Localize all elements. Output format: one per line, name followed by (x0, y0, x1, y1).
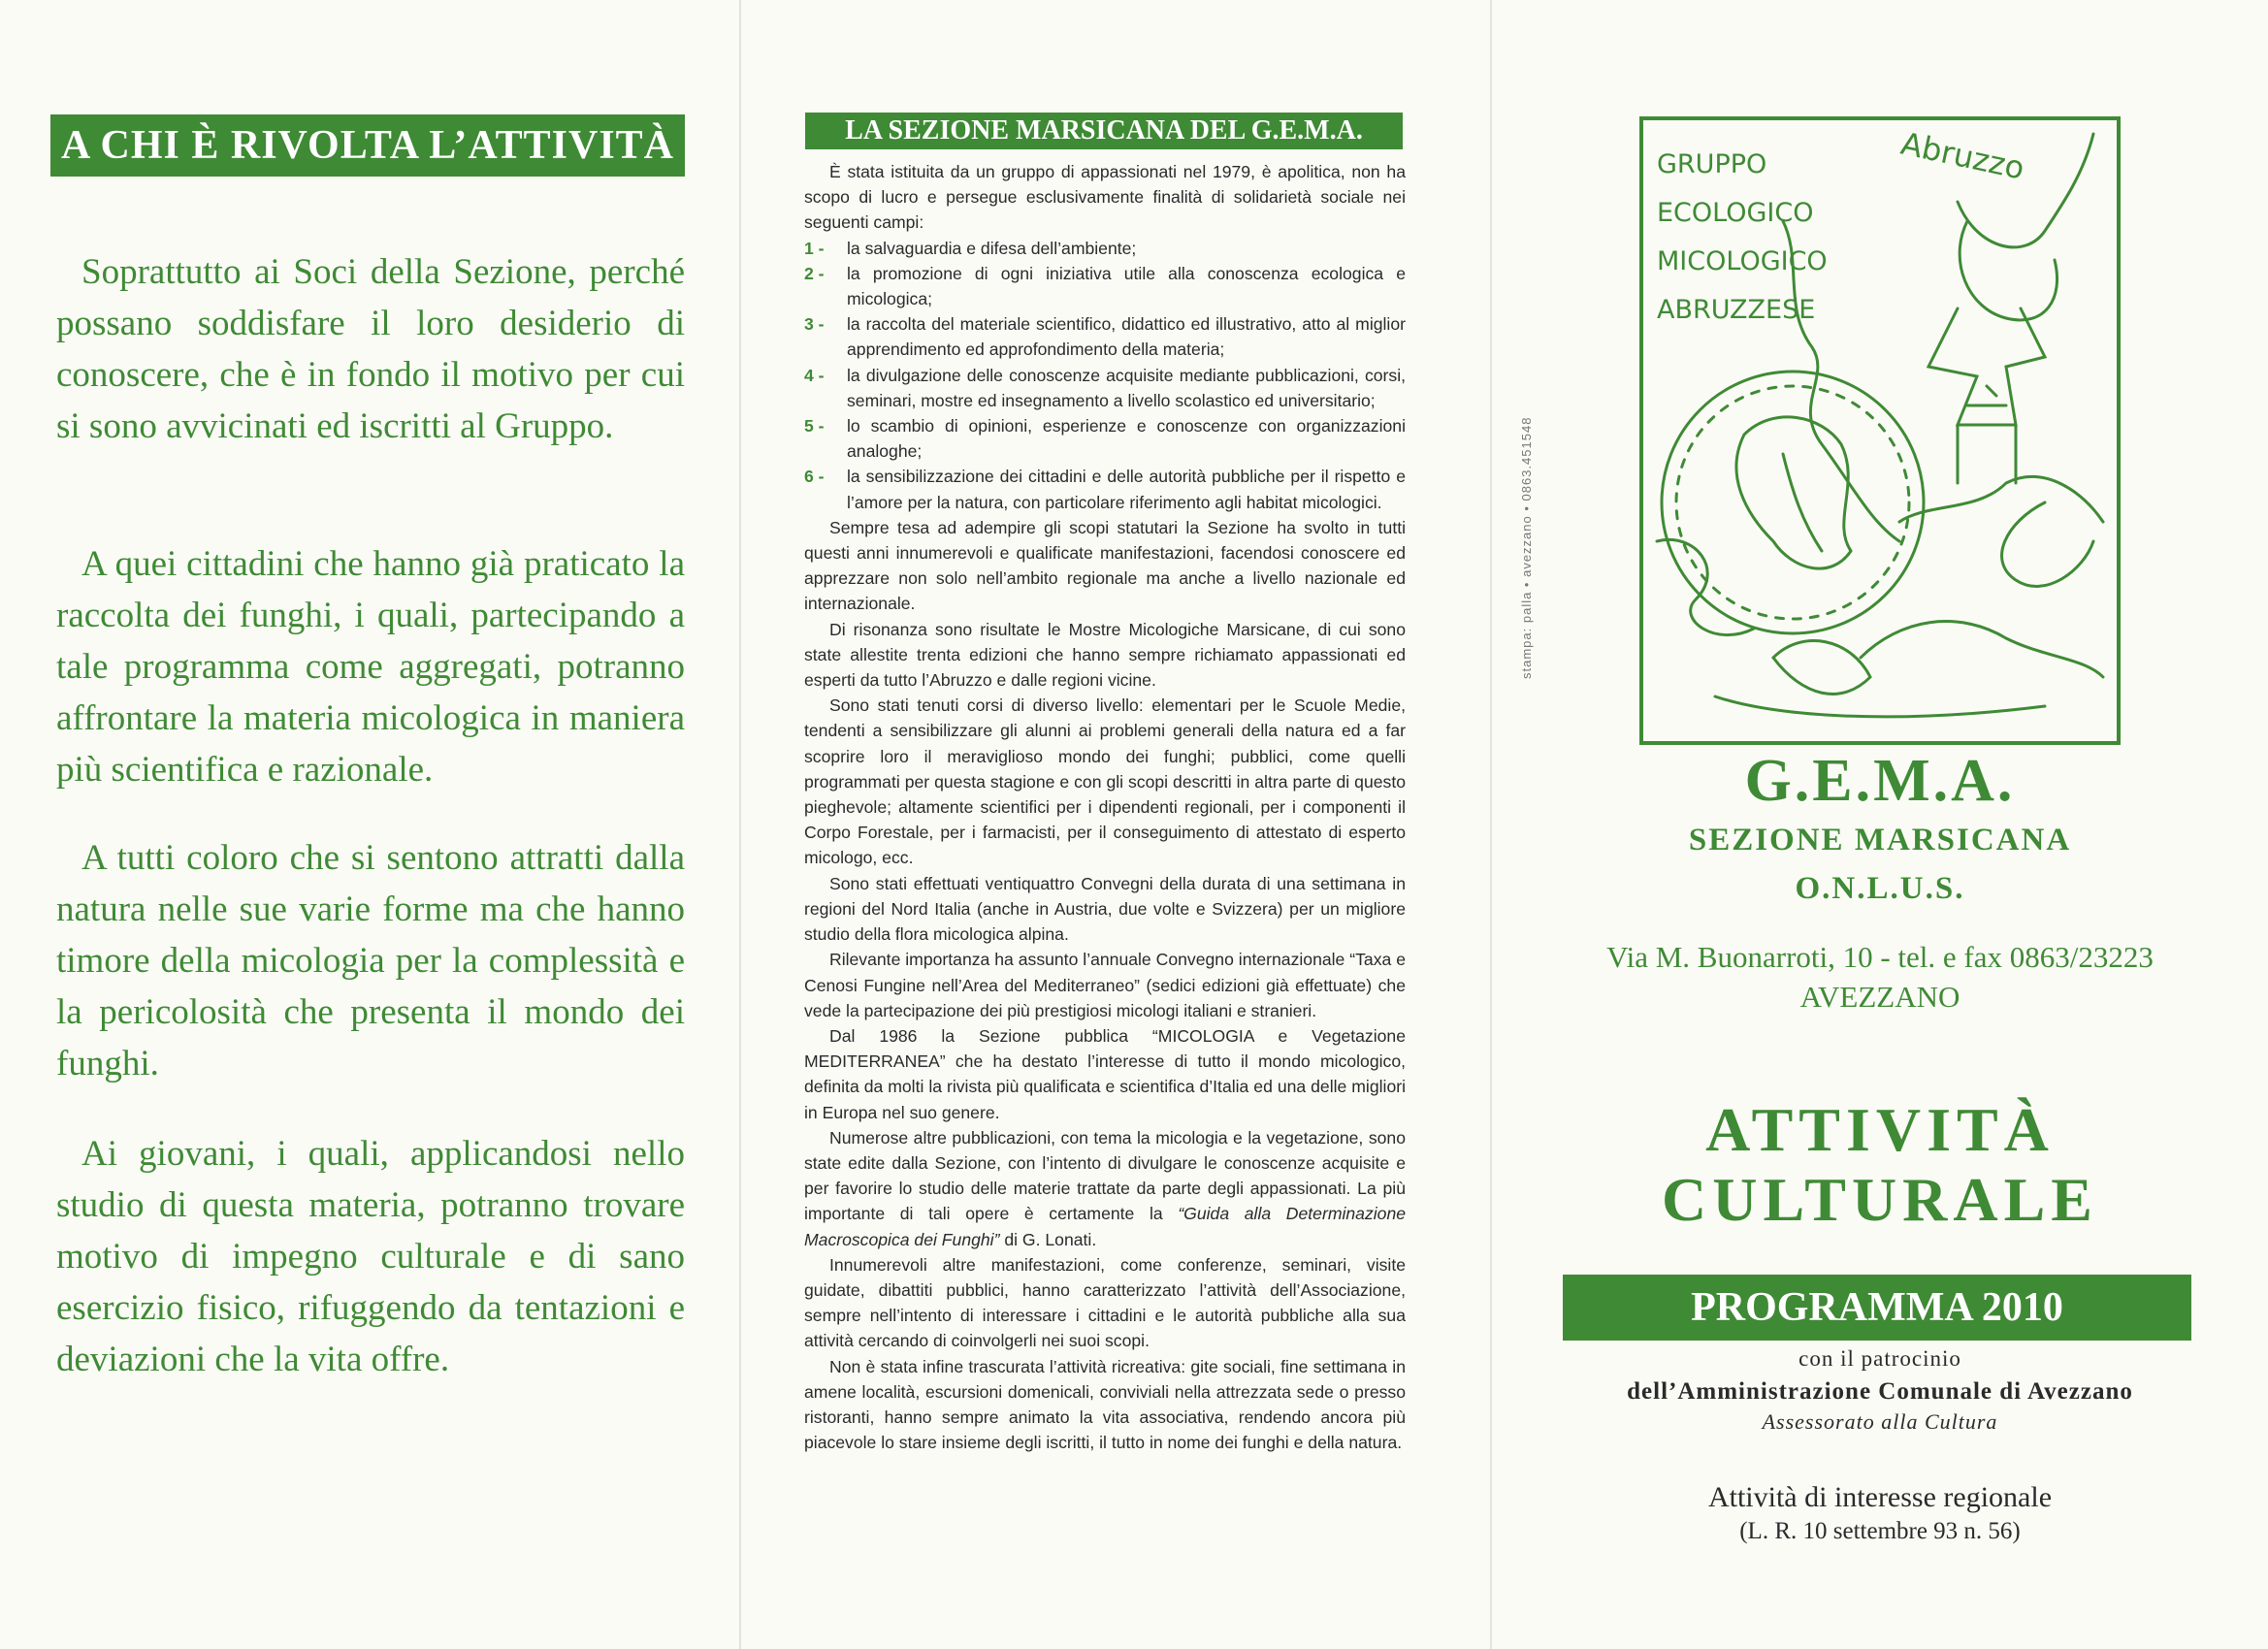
audience-paragraph-collectors: A quei cittadini che hanno già praticato la raccolta dei funghi, i quali, partecipando a tale programma come aggregati, potranno affrontare la materia micologica in maniera più scientifica e razionale. (56, 544, 685, 790)
regional-interest: Attività di interesse regionale (1707, 1481, 2053, 1513)
section-body (804, 159, 1406, 1455)
panel-audience (0, 0, 737, 1649)
publications-author: di G. Lonati. (999, 1229, 1097, 1249)
aim-item (804, 413, 1406, 464)
logo-line: ECOLOGICO (1657, 198, 1814, 228)
section-paragraph: Innumerevoli altre manifestazioni, come conferenze, seminari, visite guidate, dibattiti pubblici, hanno caratterizzato l’attività dell’Associazione, sempre nell’intento di interessare i cittadini e le autorità pubbliche alla sua attività cercando di coinvolgerli nei suoi scopi. (804, 1254, 1406, 1351)
aim-text: la divulgazione delle conoscenze acquisite mediante pubblicazioni, corsi, seminari, mostre ed insegnamento a livello scolastico ed universitario; (847, 365, 1406, 410)
patron-administration: dell’Amministrazione Comunale di Avezzano (1627, 1378, 2133, 1405)
section-paragraph: Sono stati tenuti corsi di diverso livello: elementari per le Scuole Medie, tendenti a sensibilizzare gli alunni ai problemi generali della natura ed a far scoprire loro il meraviglioso mondo dei funghi; pubblici, come quelli programmati per questa stagione e con gli scopi descritti in altra parte di questo pieghevole; altamente scientifici per i dipendenti regionali, per i componenti il Corpo Forestale, per i farmacisti, per il conseguimento di attestato di esperto micologo, ecc. (804, 695, 1406, 868)
audience-paragraph-members: Soprattutto ai Soci della Sezione, perché possano soddisfare il loro desiderio di conoscere, che è in fondo il motivo per cui si sono avvicinati ed iscritti al Gruppo. (56, 252, 685, 446)
section-paragraph: Rilevante importanza ha assunto l’annuale Convegno internazionale “Taxa e Cenosi Fungine nell’Area del Mediterraneo” (sedici edizioni già effettuate) che vede la partecipazione dei più prestigiosi micologi italiani e stranieri. (804, 950, 1406, 1020)
patronage-label: con il patrocinio (1798, 1346, 1961, 1371)
onlus-label: O.N.L.U.S. (1795, 871, 1965, 906)
logo-line: MICOLOGICO (1657, 246, 1828, 276)
city: AVEZZANO (1799, 980, 1960, 1014)
aim-text: la raccolta del materiale scientifico, didattico ed illustrativo, atto al miglior apprendimento ed approfondimento della materia; (847, 314, 1406, 360)
address: Via M. Buonarroti, 10 - tel. e fax 0863/23223 (1606, 940, 2154, 974)
org-acronym: G.E.M.A. (1744, 748, 2016, 814)
panel-section-history (742, 0, 1489, 1649)
cover-title-line-2: CULTURALE (1662, 1165, 2098, 1234)
logo-line: ABRUZZESE (1657, 295, 1816, 325)
aim-number: 3 - (804, 314, 825, 335)
aim-text: la sensibilizzazione dei cittadini e delle autorità pubbliche per il rispetto e l’amore per la natura, con particolare riferimento agli habitat micologici. (847, 467, 1406, 512)
aim-text: la promozione di ogni iniziativa utile alla conoscenza ecologica e micologica; (847, 263, 1406, 309)
section-paragraph: Sempre tesa ad adempire gli scopi statutari la Sezione ha svolto in tutti questi anni innumerevoli e qualificate manifestazioni, facendosi conoscere ed apprezzare non solo nell’ambito regionale ma anche a livello nazionale ed internazionale. (804, 517, 1406, 614)
section-paragraph: Dal 1986 la Sezione pubblica “MICOLOGIA e Vegetazione MEDITERRANEA” che ha destato l’interesse di tutto il mondo micologico, definita da molti la rivista più qualificata e scientifica d’Italia ed una delle migliori in Europa nel suo genere. (804, 1025, 1406, 1122)
gema-logo (1637, 114, 2122, 747)
section-paragraph: Sono stati effettuati ventiquattro Convegni della durata di una settimana in regioni del Nord Italia (anche in Austria, due volte e Svizzera) per un migliore studio della flora micologica alpina. (804, 873, 1406, 945)
aim-number: 5 - (804, 416, 825, 436)
guide-title: “Guida alla Determinazione Macroscopica dei Funghi” (804, 1204, 1407, 1249)
aim-text: la salvaguardia e difesa dell’ambiente; (847, 238, 1137, 258)
section-paragraph-publications (804, 1125, 1406, 1252)
aim-item (804, 311, 1406, 362)
aim-number: 6 - (804, 467, 825, 487)
audience-paragraph-nature-lovers: A tutti coloro che si sentono attratti dalla natura nelle sue varie forme ma che hanno timore della micologia per la complessità e la pericolosità che presenta il mondo dei funghi. (56, 838, 685, 1083)
panel-cover (1492, 0, 2268, 1649)
aim-text: lo scambio di opinioni, esperienze e conoscenze con organizzazioni analoghe; (847, 416, 1406, 462)
audience-paragraph-young: Ai giovani, i quali, applicandosi nello studio di questa materia, potranno trovare motivo di impegno culturale e di sano esercizio fisico, rifuggendo da tentazioni e deviazioni che la vita offre. (56, 1134, 685, 1379)
section-name: SEZIONE MARSICANA (1688, 823, 2072, 857)
aim-number: 1 - (804, 238, 825, 258)
printer-credit: stampa: palla • avezzano • 0863.451548 (1519, 416, 1534, 679)
fold-line-left (739, 0, 741, 1649)
section-heading: LA SEZIONE MARSICANA DEL G.E.M.A. (805, 113, 1403, 149)
patron-department: Assessorato alla Cultura (1762, 1409, 1998, 1434)
regional-law: (L. R. 10 settembre 93 n. 56) (1739, 1518, 2021, 1544)
aim-item (804, 464, 1406, 514)
section-intro: È stata istituita da un gruppo di appassionati nel 1979, è apolitica, non ha scopo di lucro e persegue esclusivamente finalità di solidarietà sociale nei seguenti campi: (804, 162, 1406, 233)
programme-banner: PROGRAMMA 2010 (1563, 1275, 2191, 1341)
aim-number: 4 - (804, 365, 825, 385)
logo-region-label: Abruzzo (1897, 124, 2028, 187)
section-paragraph: Di risonanza sono risultate le Mostre Micologiche Marsicane, di cui sono state allestite trenta edizioni che hanno sempre richiamato appassionati ed esperti da tutto l’Abruzzo e dalle regioni vicine. (804, 619, 1406, 691)
publications-text: Numerose altre pubblicazioni, con tema la micologia e la vegetazione, sono state edite dalla Sezione, con l’intento di divulgare le conoscenze acquisite e per favorire lo studio delle materie trattate da parte degli appassionati. La più importante di tali opere è certamente la (804, 1127, 1406, 1224)
logo-line: GRUPPO (1657, 149, 1767, 179)
aim-number: 2 - (804, 263, 825, 283)
section-paragraph: Non è stata infine trascurata l’attività ricreativa: gite sociali, fine settimana in amene località, escursioni domenicali, conviviali nella attrezzata sede o presso ristoranti, hanno sempre animato la vita associativa, rendendo ancora più piacevole lo stare insieme degli iscritti, il tutto in nome dei funghi e della natura. (804, 1356, 1406, 1453)
audience-heading: A CHI È RIVOLTA L’ATTIVITÀ (50, 114, 685, 177)
cover-title-line-1: ATTIVITÀ (1705, 1095, 2055, 1164)
aim-item (804, 261, 1406, 311)
aim-item (804, 363, 1406, 413)
aim-item (804, 236, 1406, 261)
